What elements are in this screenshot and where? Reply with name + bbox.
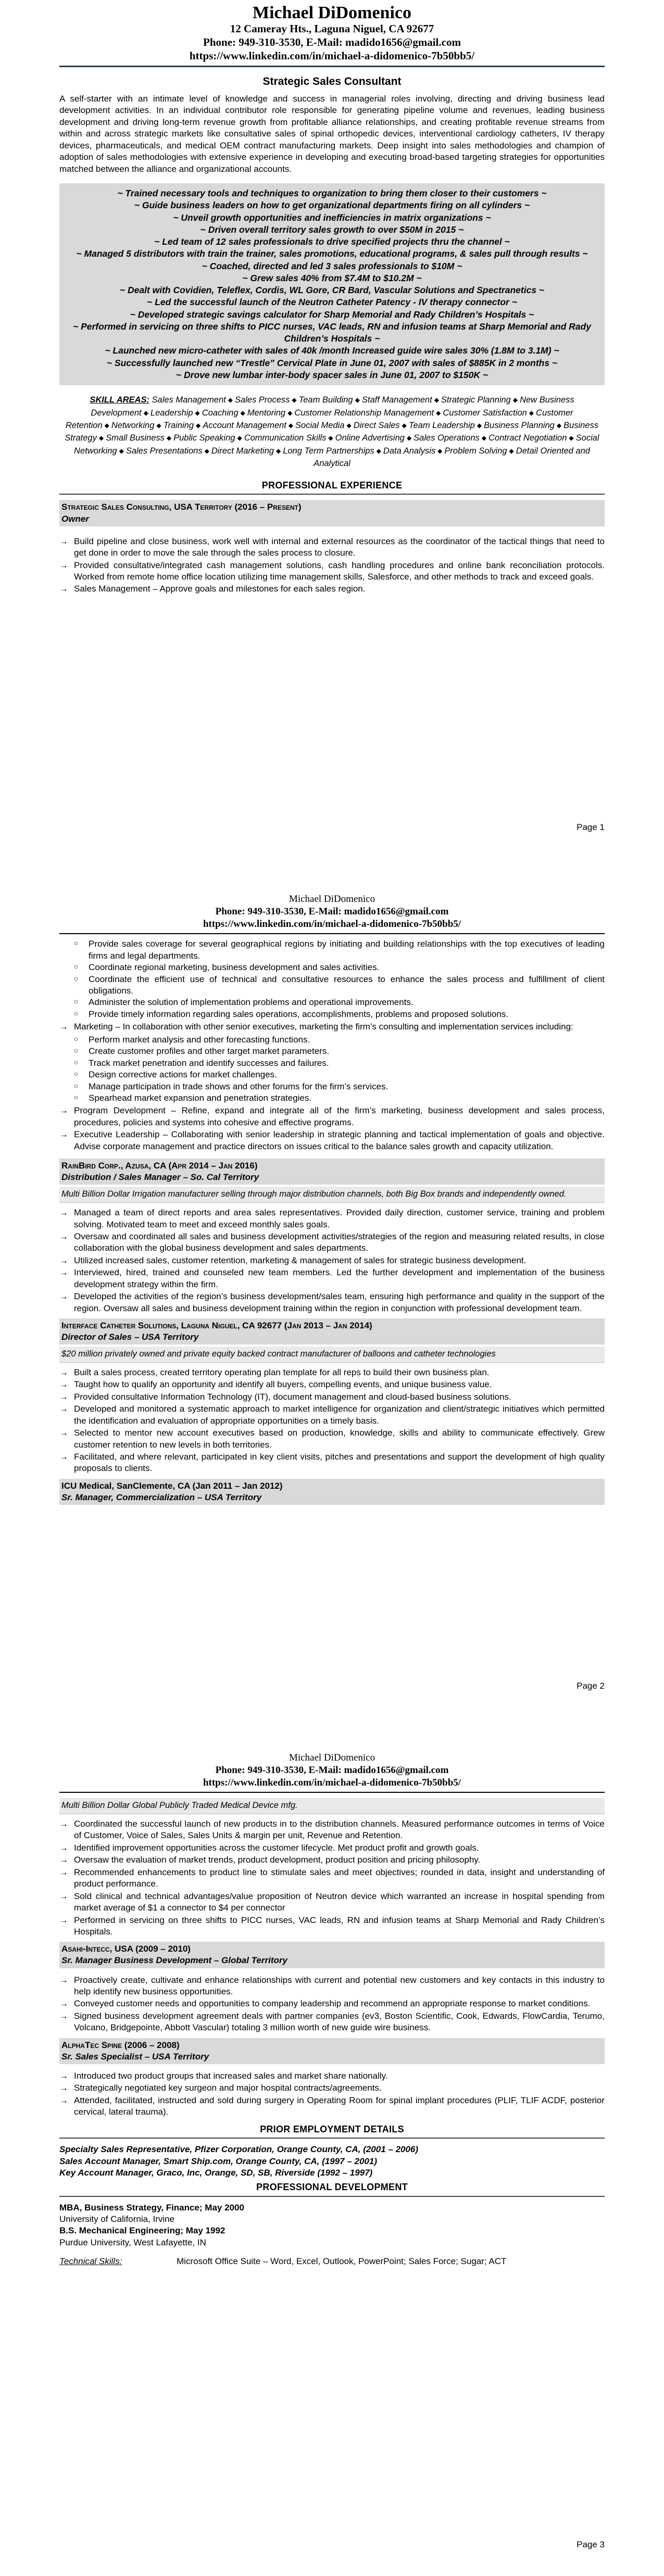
- skill-separator: ◆: [477, 422, 482, 430]
- bullet-item: → Signed business development agreement deals with partner companies (ev3, Boston Scientific, Cook, Edwards, FlowCardia, Terumo, Volcano, Bridgepointe, Abbott Vascular) totaling 3 million worth of new guide wire business.: [59, 2010, 605, 2034]
- skill-separator: ◆: [346, 422, 352, 430]
- skill-item: Sales Management: [152, 395, 226, 405]
- skill-item: Data Analysis: [383, 446, 436, 456]
- job-company: Strategic Sales Consulting, USA Territory (2016 – Present): [61, 502, 302, 512]
- skill-separator: ◆: [437, 447, 443, 455]
- bullet-item: → Oversaw the evaluation of market trends, product development, product position and pricing philosophy.: [59, 1854, 605, 1866]
- job-company: Asahi-Intecc, USA (2009 – 2010): [61, 1944, 191, 1954]
- job-bullets-ssc: [59, 536, 605, 595]
- skill-item: Customer Relationship Management: [294, 408, 434, 418]
- skill-item: Detail Oriented and Analytical: [314, 446, 590, 469]
- sub-bullet-item: ○ Provide sales coverage for several geographical regions by initiating and building relationships with the top executives of leading firms and legal departments.: [74, 938, 605, 962]
- skill-item: Public Speaking: [173, 433, 235, 443]
- section-divider: [59, 494, 605, 495]
- skill-item: Sales Operations: [414, 433, 480, 443]
- candidate-linkedin[interactable]: https://www.linkedin.com/in/michael-a-didomenico-7b50bb5/: [189, 49, 475, 62]
- bullet-item: → Sold clinical and technical advantages/value proposition of Neutron device which warranted an increase in hospital spending from market average of $1 a connector to $4 per connector: [59, 1891, 605, 1914]
- job-bullets-rainbird: [59, 1207, 605, 1314]
- skill-item: Communication Skills: [244, 433, 327, 443]
- highlight-item: ~ Launched new micro-catheter with sales of 40k /month Increased guide wire sales 30% (1.8M to 3.1M) ~: [105, 345, 559, 356]
- job-company: RainBird Corp., Azusa, CA (Apr 2014 – Jan 2016): [61, 1161, 258, 1171]
- skill-item: Customer Retention: [65, 408, 573, 431]
- highlight-item: ~ Led the successful launch of the Neutron Catheter Patency - IV therapy connector ~: [147, 297, 517, 308]
- candidate-linkedin[interactable]: https://www.linkedin.com/in/michael-a-didomenico-7b50bb5/: [203, 1777, 461, 1788]
- degree-bs: B.S. Mechanical Engineering; May 1992: [59, 2226, 225, 2236]
- section-title-experience: PROFESSIONAL EXPERIENCE: [261, 480, 403, 491]
- sub-bullet-item: ○ Coordinate regional marketing, business development and sales activities.: [74, 962, 605, 973]
- skill-separator: ◆: [166, 434, 172, 442]
- skill-item: Staff Management: [361, 395, 432, 405]
- highlight-item: ~ Driven overall territory sales growth to over $50M in 2015 ~: [200, 224, 464, 235]
- job-company: AlphaTec Spine (2006 – 2008): [61, 2040, 180, 2050]
- skill-item: Sales Presentations: [126, 446, 203, 456]
- skill-item: Team Leadership: [408, 421, 475, 431]
- highlight-item: ~ Unveil growth opportunities and inefficiencies in matrix organizations ~: [173, 212, 491, 223]
- bullet-item: → Conveyed customer needs and opportunities to company leadership and recommend an appropriate response to market conditions.: [59, 1998, 605, 2009]
- header-divider: [59, 933, 605, 934]
- technical-skills-label: Technical Skills:: [59, 2256, 122, 2267]
- school-uci: University of California, Irvine: [59, 2214, 175, 2224]
- skill-separator: ◆: [237, 434, 242, 442]
- prior-employment-item: Sales Account Manager, Smart Ship.com, Orange County, CA, (1997 – 2001): [59, 2156, 377, 2166]
- bullet-item: → Interviewed, hired, trained and counseled new team members. Led the further development and implementation of the business development strategy within the firm.: [59, 1267, 605, 1290]
- highlight-item: ~ Dealt with Covidien, Teleflex, Cordis, WL Gore, CR Bard, Vascular Solutions and Spectranetics ~: [119, 285, 545, 296]
- page-header: [59, 1752, 605, 1789]
- ssc-subbullets-b: [74, 1034, 605, 1104]
- bullet-item: → Utilized increased sales, customer retention, marketing & management of sales for strategic business development.: [59, 1255, 605, 1266]
- skill-separator: ◆: [328, 434, 333, 442]
- skill-item: Team Building: [298, 395, 353, 405]
- header-divider: [59, 66, 605, 67]
- skill-separator: ◆: [556, 422, 562, 430]
- skill-separator: ◆: [156, 422, 161, 430]
- highlight-item: ~ Performed in servicing on three shifts to PICC nurses, VAC leads, RN and infusion teams at Sharp Memorial and Rady Children’s Hospitals ~: [73, 321, 591, 344]
- bullet-item: → Selected to mentor new account executives based on production, knowledge, skills and ability to communicate effectively. Grew customer retention to new levels in both territories.: [59, 1427, 605, 1451]
- skill-separator: ◆: [509, 447, 514, 455]
- degree-mba: MBA, Business Strategy, Finance; May 2000: [59, 2202, 244, 2213]
- job-role: Owner: [61, 513, 89, 524]
- job-role: Director of Sales – USA Territory: [61, 1332, 199, 1342]
- page-3: [0, 1717, 664, 2576]
- sub-bullet-item: ○ Coordinate the efficient use of technical and consultative resources to enhance the sales process and fulfillment of client obligations.: [74, 974, 605, 997]
- page-header: [59, 893, 605, 930]
- candidate-contact: Phone: 949-310-3530, E-Mail: madido1656@gmail.com: [215, 906, 449, 917]
- company-description: $20 million privately owned and private equity backed contract manufacturer of balloons and catheter technologies: [59, 1347, 605, 1363]
- sub-bullet-item: ○ Perform market analysis and other forecasting functions.: [74, 1034, 605, 1046]
- skill-item: Training: [163, 421, 194, 431]
- job-bullets-interface: [59, 1367, 605, 1475]
- highlight-item: ~ Developed strategic savings calculator for Sharp Memorial and Rady Children’s Hospitals ~: [130, 309, 534, 320]
- skill-item: Business Planning: [484, 421, 555, 431]
- skill-separator: ◆: [481, 434, 486, 442]
- candidate-contact: Phone: 949-310-3530, E-Mail: madido1656@gmail.com: [215, 1764, 449, 1776]
- skill-item: Business Strategy: [65, 421, 598, 443]
- highlight-item: ~ Managed 5 distributors with train the trainer, sales promotions, educational programs, & sales pull through results ~: [76, 248, 588, 259]
- job-header-rainbird: [59, 1159, 605, 1185]
- candidate-address: 12 Cameray Hts., Laguna Niguel, CA 92677: [230, 22, 434, 35]
- sub-bullet-item: ○ Manage participation in trade shows and other forums for the firm’s services.: [74, 1081, 605, 1092]
- technical-skills-value: Microsoft Office Suite – Word, Excel, Outlook, PowerPoint; Sales Force; Sugar; ACT: [177, 2256, 507, 2267]
- highlight-item: ~ Led team of 12 sales professionals to drive specified projects thru the channel ~: [154, 236, 510, 247]
- highlight-item: ~ Guide business leaders on how to get organizational departments firing on all cylinders ~: [134, 200, 530, 211]
- summary-paragraph: A self-starter with an intimate level of knowledge and success in managerial roles involving, directing and driving business lead development activities. In an individual contributor role responsible for generating pipeline volume and revenues, leading business development and driving long-term revenue growth from profitable alliance relationships, and creating profitable revenue streams from within and across strategic markets like consultative sales of spinal orthopedic devices, interventional cardiology catheters, IV therapy devices, pharmaceuticals, and medical OEM contract manufacturing markets. Deep insight into sales methodologies and champion of adoption of sales methodologies with extensive experience in developing and executing broad-based targeting strategies for opportunities matched between the alliance and organizational accounts.: [59, 93, 605, 174]
- technical-skills: [59, 2256, 605, 2267]
- bullet-item: → Built a sales process, created territory operating plan template for all reps to build their own business plan.: [59, 1367, 605, 1378]
- skill-separator: ◆: [434, 396, 439, 404]
- skill-item: Contract Negotiation: [488, 433, 567, 443]
- job-bullets-icu: [59, 1818, 605, 1938]
- company-description: Multi Billion Dollar Global Publicly Traded Medical Device mfg.: [59, 1798, 605, 1814]
- highlight-item: ~ Grew sales 40% from $7.4M to $10.2M ~: [242, 272, 422, 283]
- bullet-item: → Recommended enhancements to product line to stimulate sales and meet objectives; rounded in data, insight and understanding of product performance.: [59, 1867, 605, 1890]
- bullet-item: → Managed a team of direct reports and area sales representatives. Provided daily direction, customer service, training and problem solving. Motivated team to meet and exceed monthly sales goals.: [59, 1207, 605, 1230]
- skill-item: Small Business: [106, 433, 165, 443]
- job-role: Distribution / Sales Manager – So. Cal Territory: [61, 1172, 259, 1183]
- skill-item: Online Advertising: [335, 433, 405, 443]
- skill-separator: ◆: [436, 409, 441, 417]
- page-number: Page 2: [577, 1681, 605, 1691]
- highlight-item: ~ Coached, directed and led 3 sales professionals to $10M ~: [202, 260, 462, 271]
- bullet-item: → Executive Leadership – Collaborating with senior leadership in strategic planning and tactical implementation of goals and objective. Advise corporate management and practice directors on issues critical to the balance sales growth and capacity utilization.: [59, 1129, 605, 1152]
- bullet-text: Marketing – In collaboration with other senior executives, marketing the firm’s consulting and implementation services including:: [74, 1022, 573, 1032]
- sub-bullet-item: ○ Spearhead market expansion and penetration strategies.: [74, 1092, 605, 1104]
- skill-areas-list: [65, 395, 599, 468]
- job-bullets-alphatec: [59, 2070, 605, 2118]
- bullet-item: → Facilitated, and where relevant, participated in key client visits, pitches and presentations and support the development of high quality proposals to clients.: [59, 1451, 605, 1475]
- school-purdue: Purdue University, West Lafayette, IN: [59, 2237, 206, 2247]
- prior-employment-item: Key Account Manager, Graco, Inc, Orange, SD, SB, Riverside (1992 – 1997): [59, 2168, 373, 2178]
- skill-separator: ◆: [228, 396, 233, 404]
- sub-bullet-item: ○ Provide timely information regarding sales operations, accomplishments, problems and proposed solutions.: [74, 1009, 605, 1020]
- job-company: ICU Medical, SanClemente, CA (Jan 2011 – Jan 2012): [61, 1480, 283, 1491]
- job-header-interface: [59, 1318, 605, 1344]
- bullet-item: → Identified improvement opportunities across the customer lifecycle. Met product profit and growth goals.: [59, 1842, 605, 1854]
- skill-item: Coaching: [202, 408, 239, 418]
- page-1: [0, 0, 664, 859]
- bullet-item: → Program Development – Refine, expand and integrate all of the firm’s marketing, business development and sales process, procedures, policies and systems into cohesive and effective programs.: [59, 1105, 605, 1128]
- job-role: Sr. Manager, Commercialization – USA Territory: [61, 1492, 262, 1502]
- section-title-prior: PRIOR EMPLOYMENT DETAILS: [260, 2123, 404, 2134]
- skill-separator: ◆: [406, 434, 412, 442]
- skill-separator: ◆: [196, 422, 201, 430]
- candidate-name: Michael DiDomenico: [289, 1752, 375, 1763]
- skill-separator: ◆: [287, 409, 293, 417]
- skill-separator: ◆: [292, 396, 297, 404]
- sub-bullet-item: ○ Track market penetration and identify successes and failures.: [74, 1058, 605, 1069]
- bullet-item: → Developed the activities of the region’s business development/sales team, ensuring high performance and quality in the support of the region. Oversaw all sales and business development training within the region in conjunction with professional development team.: [59, 1291, 605, 1314]
- skill-item: Long Term Partnerships: [283, 446, 374, 456]
- prior-employment-item: Specialty Sales Representative, Pfizer Corporation, Orange County, CA, (2001 – 2006): [59, 2144, 419, 2155]
- job-header-asahi: [59, 1942, 605, 1968]
- skill-separator: ◆: [98, 434, 104, 442]
- skill-separator: ◆: [119, 447, 124, 455]
- skill-separator: ◆: [569, 434, 574, 442]
- skill-separator: ◆: [529, 409, 534, 417]
- job-header-icu: [59, 1479, 605, 1505]
- candidate-contact: Phone: 949-310-3530, E-Mail: madido1656@gmail.com: [203, 36, 461, 48]
- header-divider: [59, 1792, 605, 1793]
- skill-separator: ◆: [104, 422, 109, 430]
- bullet-item: → Sales Management – Approve goals and milestones for each sales region.: [59, 583, 605, 595]
- section-title-development: PROFESSIONAL DEVELOPMENT: [256, 2181, 408, 2192]
- skill-areas-label: SKILL AREAS:: [90, 395, 149, 405]
- skill-item: Problem Solving: [444, 446, 507, 456]
- skill-separator: ◆: [402, 422, 407, 430]
- resume-title: Strategic Sales Consultant: [262, 76, 402, 88]
- bullet-item: → Proactively create, cultivate and enhance relationships with current and potential new customers and key contacts in this industry to help identify new business opportunities.: [59, 1975, 605, 1998]
- section-divider: [59, 2196, 605, 2197]
- bullet-item: → Build pipeline and close business, work well with internal and external resources as the coordinator of the tactical things that need to get done in order to move the sale through the sales process to closure.: [59, 536, 605, 559]
- bullet-item: → Introduced two product groups that increased sales and market share nationally.: [59, 2070, 605, 2082]
- skill-separator: ◆: [240, 409, 245, 417]
- skill-separator: ◆: [376, 447, 381, 455]
- bullet-item: → Developed and monitored a systematic approach to market intelligence for organization and client/strategic initiatives which permitted the identification and evaluation of appropriate opportunities on a timely basis.: [59, 1403, 605, 1427]
- bullet-item: [59, 1021, 605, 1104]
- skill-item: Direct Marketing: [211, 446, 274, 456]
- skill-item: Networking: [111, 421, 155, 431]
- candidate-linkedin[interactable]: https://www.linkedin.com/in/michael-a-didomenico-7b50bb5/: [203, 918, 461, 929]
- skill-item: New Business Development: [91, 395, 574, 418]
- job-header-ssc: [59, 500, 605, 526]
- skill-areas: [59, 394, 605, 470]
- bullet-item: → Strategically negotiated key surgeon and major hospital contracts/agreements.: [59, 2082, 605, 2094]
- sub-bullet-item: ○ Administer the solution of implementation problems and operational improvements.: [74, 997, 605, 1008]
- skill-item: Customer Satisfaction: [443, 408, 527, 418]
- prior-employment-list: [59, 2144, 605, 2179]
- page-2: [0, 859, 664, 1717]
- skill-separator: ◆: [355, 396, 360, 404]
- ssc-subbullets-a: [74, 938, 605, 1020]
- job-bullets-asahi: [59, 1975, 605, 2034]
- skill-item: Strategic Planning: [441, 395, 511, 405]
- skill-item: Direct Sales: [353, 421, 400, 431]
- section-divider: [59, 2138, 605, 2139]
- highlight-item: ~ Trained necessary tools and techniques to organization to bring them closer to their customers ~: [117, 188, 547, 198]
- skill-item: Social Networking: [74, 433, 599, 456]
- page-number: Page 1: [577, 822, 605, 832]
- resume-header: [59, 3, 605, 62]
- skill-separator: ◆: [288, 422, 294, 430]
- page-number: Page 3: [577, 2540, 605, 2549]
- bullet-item: → Provided consultative Information Technology (IT), document management and cloud-based business solutions.: [59, 1391, 605, 1403]
- bullet-item: → Attended, facilitated, instructed and sold during surgery in Operating Room for spinal implant procedures (PLIF, TLIF ACDF, posterior cervical, lateral trauma).: [59, 2095, 605, 2118]
- skill-separator: ◆: [143, 409, 148, 417]
- highlights-banner: [59, 183, 605, 385]
- highlight-item: ~ Drove new lumbar inter-body spacer sales in June 01, 2007 to $150K ~: [176, 369, 488, 380]
- skill-separator: ◆: [512, 396, 518, 404]
- skill-item: Leadership: [150, 408, 193, 418]
- education-block: [59, 2202, 605, 2268]
- candidate-name: Michael DiDomenico: [253, 3, 411, 22]
- sub-bullet-item: ○ Design corrective actions for market challenges.: [74, 1069, 605, 1080]
- job-role: Sr. Sales Specialist – USA Territory: [61, 2051, 209, 2062]
- bullet-item: → Coordinated the successful launch of new products in to the distribution channels. Measured performance outcomes in terms of Voice of Customer, Voice of Sales, Sales Units & margin per unit, Revenue and Retention.: [59, 1818, 605, 1842]
- skill-separator: ◆: [275, 447, 281, 455]
- bullet-item: → Taught how to qualify an opportunity and identify all buyers, compelling events, and unique business value.: [59, 1379, 605, 1390]
- skill-separator: ◆: [195, 409, 200, 417]
- ssc-marketing: [59, 1021, 605, 1152]
- highlight-item: ~ Successfully launched new “Trestle” Cervical Plate in June 01, 2007 with sales of $885K in 2 months ~: [106, 357, 558, 368]
- skill-item: Sales Process: [234, 395, 290, 405]
- job-company: Interface Catheter Solutions, Laguna Niguel, CA 92677 (Jan 2013 – Jan 2014): [61, 1321, 372, 1331]
- skill-item: Mentoring: [247, 408, 286, 418]
- bullet-item: → Provided consultative/integrated cash management solutions, cash handling procedures and online bank reconciliation protocols. Worked from remote home office location utilizing time management skills, Salesforce, and other methods to track and exceed goals.: [59, 560, 605, 583]
- skill-item: Account Management: [203, 421, 286, 431]
- job-role: Sr. Manager Business Development – Global Territory: [61, 1955, 287, 1966]
- bullet-item: → Performed in servicing on three shifts to PICC nurses, VAC leads, RN and infusion teams at Sharp Memorial and Rady Children’s Hospitals.: [59, 1915, 605, 1938]
- candidate-name: Michael DiDomenico: [289, 894, 375, 904]
- company-description: Multi Billion Dollar Irrigation manufacturer selling through major distribution channels, both Big Box brands and independently owned.: [59, 1187, 605, 1203]
- skill-separator: ◆: [204, 447, 209, 455]
- skill-item: Social Media: [295, 421, 345, 431]
- job-header-alphatec: [59, 2038, 605, 2064]
- bullet-item: → Oversaw and coordinated all sales and business development activities/strategies of the region and measuring related results, in close collaboration with the global business development and sales departments.: [59, 1231, 605, 1254]
- sub-bullet-item: ○ Create customer profiles and other target market parameters.: [74, 1046, 605, 1057]
